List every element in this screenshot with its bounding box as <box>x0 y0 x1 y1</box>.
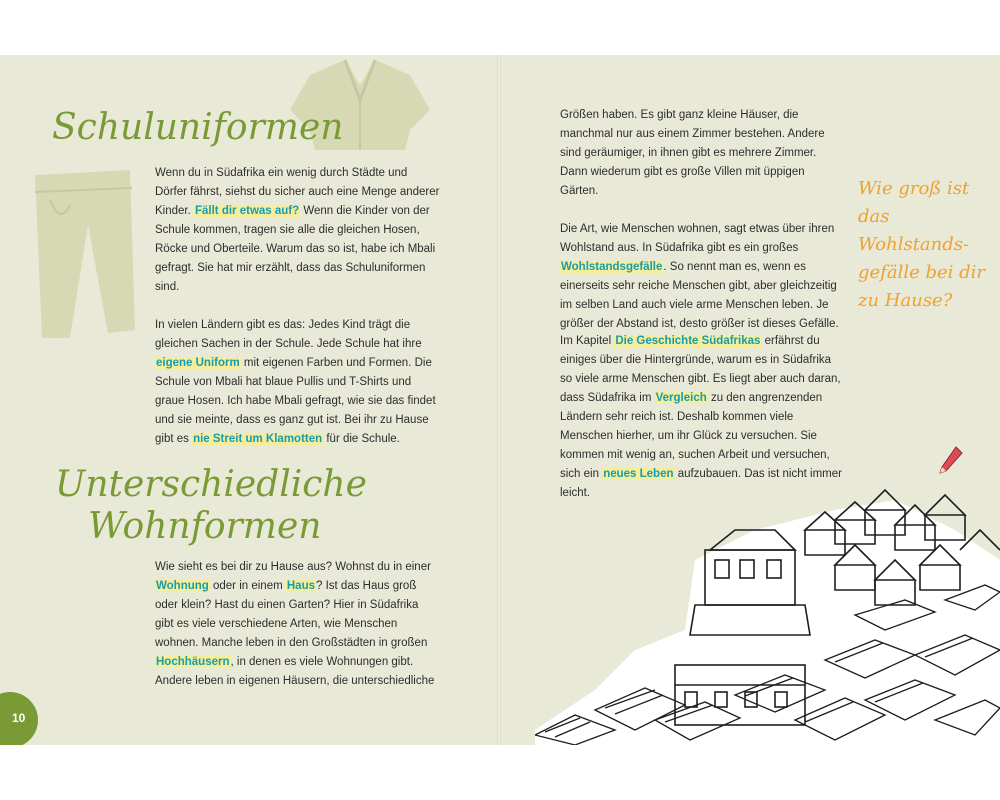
paragraph-5: Die Art, wie Menschen wohnen, sagt etwas über ihren Wohlstand aus. In Südafrika gibt es ein großes Wohlstandsgefälle. So nennt man es, wenn es einerseits sehr reiche Menschen gibt, aber gleichzeitig im selben Land auch viele arme Menschen leben. Je größer der Abstand ist, desto größer ist dieses Gefälle. <box>560 223 839 330</box>
paragraph-3: Wie sieht es bei dir zu Hause aus? Wohnst du in einer Wohnung oder in einem Haus? Ist das Haus groß oder klein? Hast du einen Garten? Hier in Südafrika gibt es viele verschiedene Arten, wie Menschen wohnen. Manche leben in den Großstädten in großen Hochhäusern, in denen es viele Wohnungen gibt. Andere leben in eigenen Häusern, die unterschiedliche <box>155 561 435 687</box>
highlight-wohlstandsgefaelle: Wohlstandsgefälle <box>561 261 663 273</box>
highlight-eigene-uniform: eigene Uniform <box>156 357 240 369</box>
heading-schuluniformen: Schuluniformen <box>52 107 344 148</box>
paragraph-2: In vielen Ländern gibt es das: Jedes Kind trägt die gleichen Sachen in der Schule. Jede Schule hat ihre eigene Uniform mit eigenen Farben und Formen. Die Schule von Mbali hat blaue Pullis und T-Shirts und graue Hosen. Ich habe Mbali gefragt, wie sie das findet und sie meinte, dass es ganz gut ist. Bei ihr zu Hause gibt es nie Streit um Klamotten für die Schule. <box>155 319 436 445</box>
left-text-block-1 <box>155 164 440 468</box>
highlight-vergleich: Vergleich <box>655 392 707 404</box>
trousers-icon <box>30 170 140 345</box>
highlight-geschichte-suedafrikas: Die Geschichte Südafrikas <box>615 335 761 347</box>
left-text-block-2 <box>155 558 440 710</box>
book-spread <box>0 55 1000 745</box>
page-number-badge <box>0 692 38 745</box>
highlight-neues-leben: neues Leben <box>603 468 674 480</box>
highlight-hochhaeusern: Hochhäusern <box>156 656 230 668</box>
highlight-faellt-dir-etwas-auf: Fällt dir etwas auf? <box>195 205 300 217</box>
heading-wohnformen: Wohnformen <box>88 506 322 547</box>
highlight-haus: Haus <box>286 580 315 592</box>
page-gutter <box>497 55 501 745</box>
right-text-block-2 <box>560 332 845 522</box>
highlight-wohnung: Wohnung <box>156 580 209 592</box>
pencil-icon <box>938 445 964 475</box>
paragraph-1: Wenn du in Südafrika ein wenig durch Städte und Dörfer fährst, siehst du sicher auch eine Menge anderer Kinder. Fällt dir etwas auf? Wenn die Kinder von der Schule kommen, tragen sie alle die gleichen Hosen, Röcke und Oberteile. Warum das so ist, habe ich Mbali gefragt. Sie hat mir erzählt, dass das Schuluniformen sind. <box>155 167 440 293</box>
paragraph-6: Im Kapitel Die Geschichte Südafrikas erfährst du einiges über die Hintergründe, warum es in Südafrika so viele arme Menschen gibt. Es liegt aber auch daran, dass Südafrika im Vergleich zu den angrenzenden Ländern sehr reich ist. Deshalb kommen viele Menschen hierher, um ihr Glück zu versuchen. Sie kommen mit wenig an, suchen Arbeit und versuchen, sich ein neues Leben aufzubauen. Das ist nicht immer leicht. <box>560 335 842 499</box>
aside-question: Wie groß ist das Wohlstands- gefälle bei dir zu Hause? <box>858 178 985 311</box>
page-number: 10 <box>12 711 26 725</box>
heading-unterschiedliche: Unterschiedliche <box>55 464 367 505</box>
right-text-block-1 <box>560 106 845 353</box>
paragraph-4: Größen haben. Es gibt ganz kleine Häuser, die manchmal nur aus einem Zimmer bestehen. Andere sind geräumiger, in ihnen gibt es mehrere Zimmer. Dann wiederum gibt es große Villen mit üppigen Gärten. <box>560 109 825 197</box>
highlight-nie-streit-um-klamotten: nie Streit um Klamotten <box>193 433 323 445</box>
